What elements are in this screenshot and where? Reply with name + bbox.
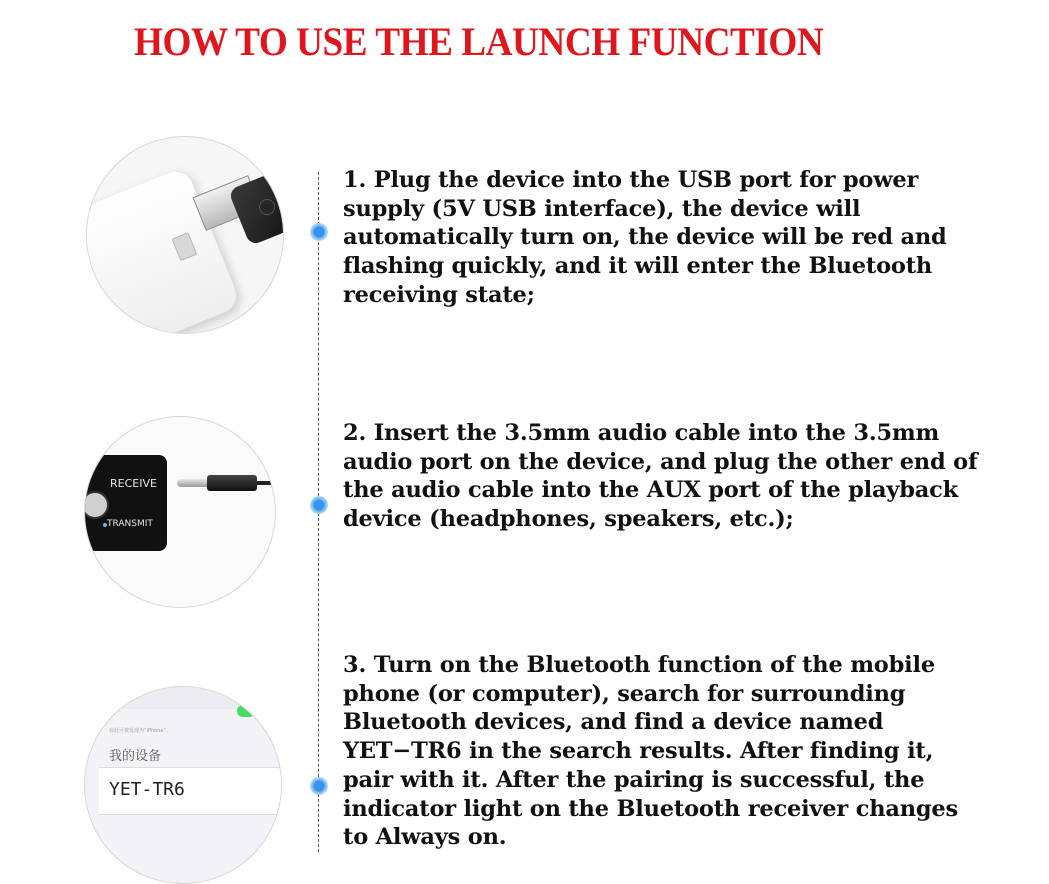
timeline-dot-2: [310, 496, 328, 514]
step-1-illustration: [86, 136, 284, 334]
discoverable-note: 在此可被发现为“iPhone”。: [109, 728, 172, 734]
step-2-illustration: [84, 416, 276, 608]
step-1-text: 1. Plug the device into the USB port for power supply (5V USB interface), the device will automatically turn on, the device will be red and flashing quickly, and it will enter the Bluetooth receiving state;: [343, 167, 947, 308]
transmit-label: TRANSMIT: [107, 519, 153, 529]
step-3-illustration: [84, 686, 282, 884]
my-devices-label: 我的设备: [109, 749, 162, 764]
audio-cable: [257, 481, 276, 485]
timeline-dot-1: [310, 223, 328, 241]
usb-port: [172, 232, 198, 261]
audio-jack-tip: [177, 479, 207, 487]
page-title: HOW TO USE THE LAUNCH FUNCTION: [134, 19, 824, 64]
audio-jack-body: [207, 475, 257, 491]
bluetooth-toggle-icon: [237, 705, 255, 717]
device-name: YET-TR6: [109, 779, 185, 800]
step-2-text: 2. Insert the 3.5mm audio cable into the 3.5mm audio port on the device, and plug the other end of the audio cable into the AUX port of the playback device (headphones, speakers, etc.);: [343, 420, 978, 533]
receive-label: RECEIVE: [110, 477, 157, 490]
device-list-item: [99, 767, 282, 815]
power-button-icon: [257, 197, 278, 218]
step-3-text: 3. Turn on the Bluetooth function of the mobile phone (or computer), search for surrounding Bluetooth devices, and find a device named YET−TR6 in the search results. After finding it, pair with it. After the pairing is successful, the indicator light on the Bluetooth receiver changes to Always on.: [343, 652, 959, 851]
timeline-dot-3: [310, 777, 328, 795]
